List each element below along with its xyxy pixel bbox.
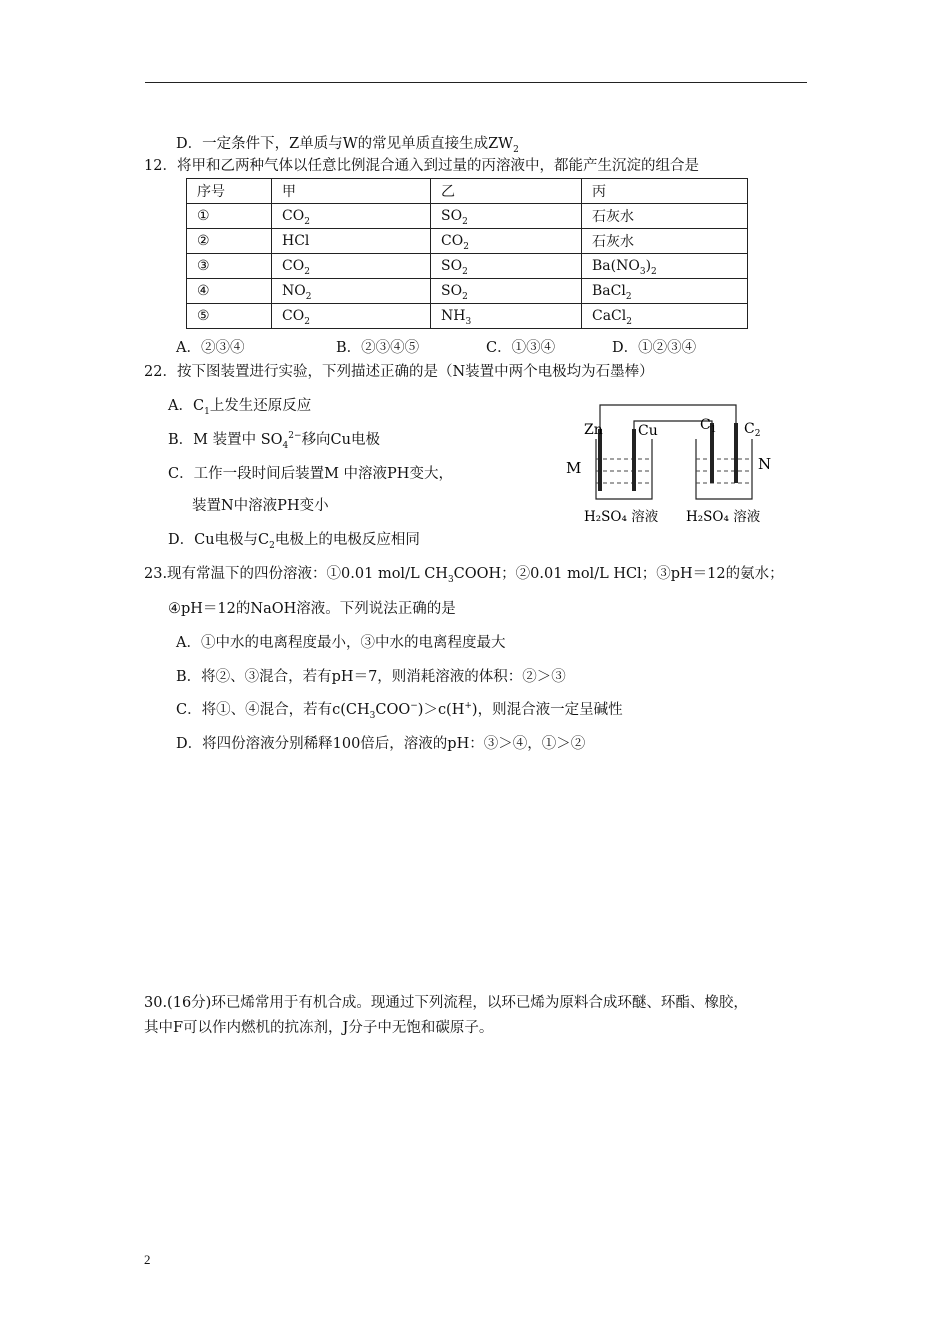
table-cell: ③ xyxy=(187,254,272,279)
q23-option-d[interactable]: D．将四份溶液分别稀释100倍后，溶液的pH：③＞④，①＞② xyxy=(176,736,586,752)
beaker-m xyxy=(596,439,652,499)
table-row xyxy=(187,204,748,229)
q12-stem: 12．将甲和乙两种气体以任意比例混合通入到过量的丙溶液中，都能产生沉淀的组合是 xyxy=(144,158,699,174)
q23-option-c[interactable]: C．将①、④混合，若有$c(CH_3COO^-)>c(H^+)$，则混合液一定呈碱性 xyxy=(176,701,623,721)
table-cell: $CO_2$ xyxy=(272,304,431,329)
q22-option-b[interactable]: B．M 装置中 $SO_4^{2-}$移向Cu电极 xyxy=(168,431,380,451)
table-row xyxy=(187,304,748,329)
q22-option-c-cont: 装置N中溶液PH变小 xyxy=(192,498,329,514)
q22-option-c[interactable]: C．工作一段时间后装置M 中溶液PH变大， xyxy=(168,466,453,482)
header-cell: 乙 xyxy=(431,179,582,204)
cu-electrode xyxy=(632,429,636,491)
table-row xyxy=(187,254,748,279)
table-cell: $SO_2$ xyxy=(431,254,582,279)
n-label: N xyxy=(758,455,772,473)
header-cell: 丙 xyxy=(582,179,748,204)
q23-stem-line1: 23.现有常温下的四份溶液：①0.01 mol/L $CH_3COOH$；②0.01 mol/L HCl；③pH＝12的氨水； xyxy=(144,566,784,585)
table-cell: $CO_2$ xyxy=(272,254,431,279)
q23-option-a[interactable]: A．①中水的电离程度最小，③中水的电离程度最大 xyxy=(176,635,506,651)
q11-option-d: D．一定条件下，Z单质与W的常见单质直接生成$ZW_2$ xyxy=(176,136,519,155)
cu-label: Cu xyxy=(638,423,658,439)
table-cell: BaCl$_2$ xyxy=(582,279,748,304)
zn-electrode xyxy=(598,429,602,491)
table-cell: ⑤ xyxy=(187,304,272,329)
table-cell: $CO_2$ xyxy=(431,229,582,254)
c2-label: $C_2$ xyxy=(744,421,761,439)
c1-label: $C_1$ xyxy=(700,417,717,435)
table-cell: $SO_2$ xyxy=(431,279,582,304)
table-cell: ② xyxy=(187,229,272,254)
q23-stem-line2: ④pH＝12的NaOH溶液。下列说法正确的是 xyxy=(168,601,456,617)
q12-option-a[interactable]: A．②③④ xyxy=(176,340,245,356)
table-cell: CaCl$_2$ xyxy=(582,304,748,329)
q12-option-d[interactable]: D．①②③④ xyxy=(612,340,697,356)
table-row xyxy=(187,229,748,254)
q23-option-b[interactable]: B．将②、③混合，若有pH＝7，则消耗溶液的体积：②＞③ xyxy=(176,669,566,685)
q12-option-c[interactable]: C．①③④ xyxy=(486,340,556,356)
header-cell: 序号 xyxy=(187,179,272,204)
header-rule xyxy=(145,82,807,83)
zn-label: Zn xyxy=(584,422,603,438)
table-cell: $Ba(NO_3)_2$ xyxy=(582,254,748,279)
table-cell: HCl xyxy=(272,229,431,254)
table-cell: ④ xyxy=(187,279,272,304)
table-cell: $CO_2$ xyxy=(272,204,431,229)
table-header-row xyxy=(187,179,748,204)
m-label: M xyxy=(566,459,582,477)
q30-line2: 其中F可以作内燃机的抗冻剂，J分子中无饱和碳原子。 xyxy=(144,1020,494,1036)
q12-option-b[interactable]: B．②③④⑤ xyxy=(336,340,420,356)
q22-option-a[interactable]: A．$C_1$上发生还原反应 xyxy=(168,398,312,417)
table-row xyxy=(187,279,748,304)
right-solution-label: H₂SO₄ 溶液 xyxy=(686,509,761,525)
q22-option-d[interactable]: D．Cu电极与$C_2$电极上的电极反应相同 xyxy=(168,532,420,551)
q12-table xyxy=(186,178,748,329)
q22-stem: 22．按下图装置进行实验，下列描述正确的是（N装置中两个电极均为石墨棒） xyxy=(144,364,654,380)
c2-electrode xyxy=(734,423,738,483)
table-cell: $SO_2$ xyxy=(431,204,582,229)
page-number: 2 xyxy=(144,1252,151,1267)
table-cell: $NH_3$ xyxy=(431,304,582,329)
q30-line1: 30.(16分)环已烯常用于有机合成。现通过下列流程，以环已烯为原料合成环醚、环酯、橡胶， xyxy=(144,995,748,1011)
beaker-n xyxy=(696,439,752,499)
table-cell: $NO_2$ xyxy=(272,279,431,304)
electrolysis-apparatus-figure xyxy=(560,403,790,531)
table-cell: 石灰水 xyxy=(582,204,748,229)
table-cell: 石灰水 xyxy=(582,229,748,254)
left-solution-label: H₂SO₄ 溶液 xyxy=(584,509,659,525)
q12-options xyxy=(176,338,696,358)
table-cell: ① xyxy=(187,204,272,229)
header-cell: 甲 xyxy=(272,179,431,204)
